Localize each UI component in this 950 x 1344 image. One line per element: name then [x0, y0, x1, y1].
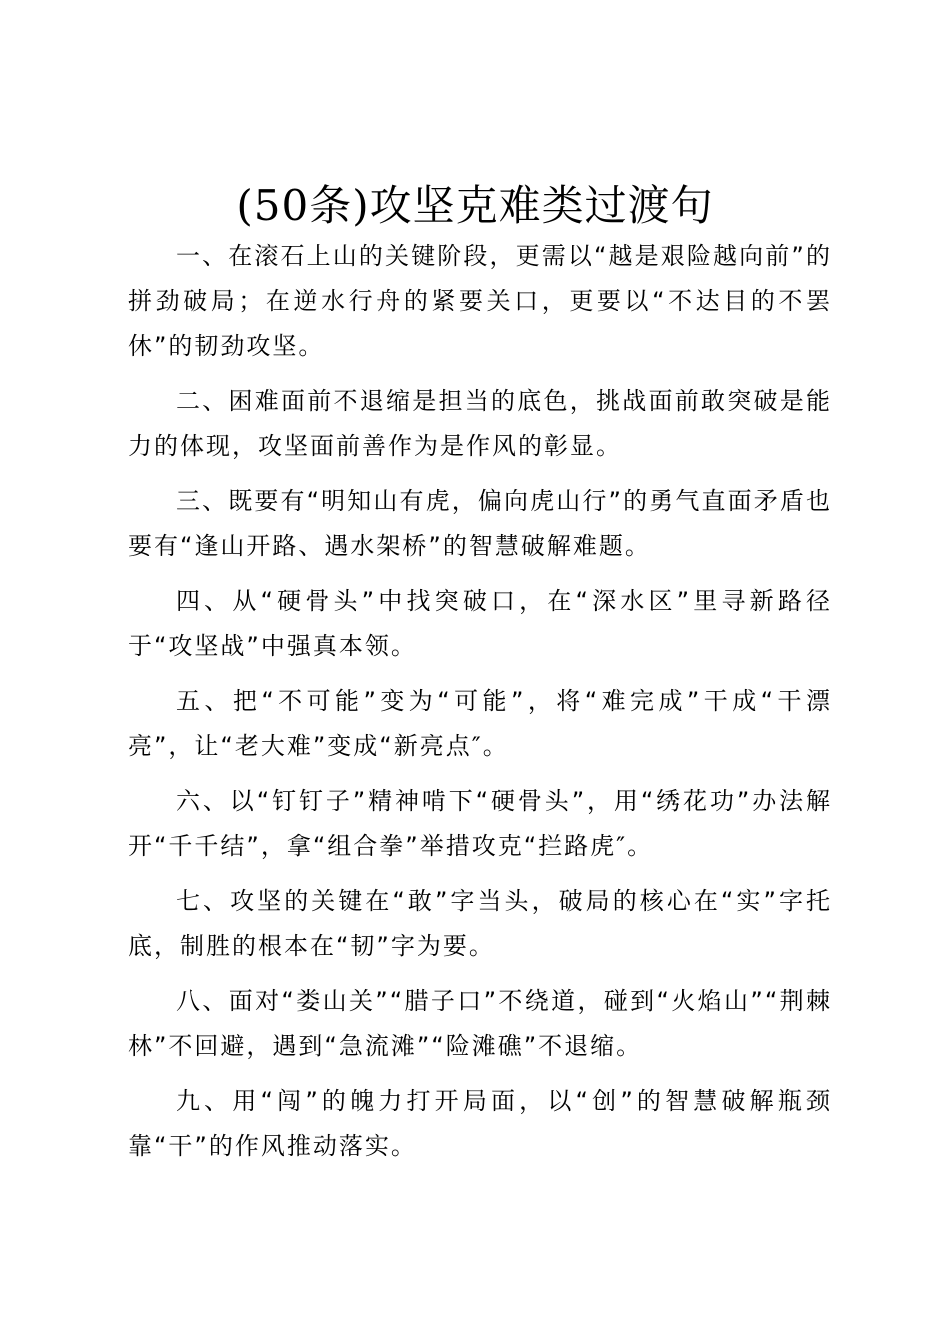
paragraph-5: 五、把“不可能”变为“可能”，将“难完成”干成“干漂亮”，让“老大难”变成“新亮点″。 — [128, 687, 832, 760]
document-body — [128, 234, 832, 1179]
paragraph-2: 二、困难面前不退缩是担当的底色，挑战面前敢突破是能力的体现，攻坚面前善作为是作风的彰显。 — [128, 387, 832, 460]
paragraph-9: 九、用“闯”的魄力打开局面，以“创”的智慧破解瓶颈靠“干”的作风推动落实。 — [128, 1087, 832, 1160]
paragraph-4: 四、从“硬骨头”中找突破口，在“深水区”里寻新路径于“攻坚战”中强真本领。 — [128, 587, 832, 660]
paragraph-8: 八、面对“娄山关”“腊子口”不绕道，碰到“火焰山”“荆棘林”不回避，遇到“急流滩”“险滩礁”不退缩。 — [128, 987, 832, 1060]
paragraph-6: 六、以“钉钉子”精神啃下“硬骨头”，用“绣花功”办法解开“千千结”，拿“组合拳”举措攻克“拦路虎″。 — [128, 787, 832, 860]
paragraph-3: 三、既要有“明知山有虎，偏向虎山行”的勇气直面矛盾也要有“逢山开路、遇水架桥”的智慧破解难题。 — [128, 487, 832, 560]
paragraph-7: 七、攻坚的关键在“敢”字当头，破局的核心在“实”字托底，制胜的根本在“韧”字为要。 — [128, 887, 832, 960]
paragraph-1: 一、在滚石上山的关键阶段，更需以“越是艰险越向前”的拼劲破局；在逆水行舟的紧要关口，更要以“不达目的不罢休”的韧劲攻坚。 — [128, 242, 832, 360]
document-title: (50条)攻坚克难类过渡句 — [236, 181, 714, 230]
